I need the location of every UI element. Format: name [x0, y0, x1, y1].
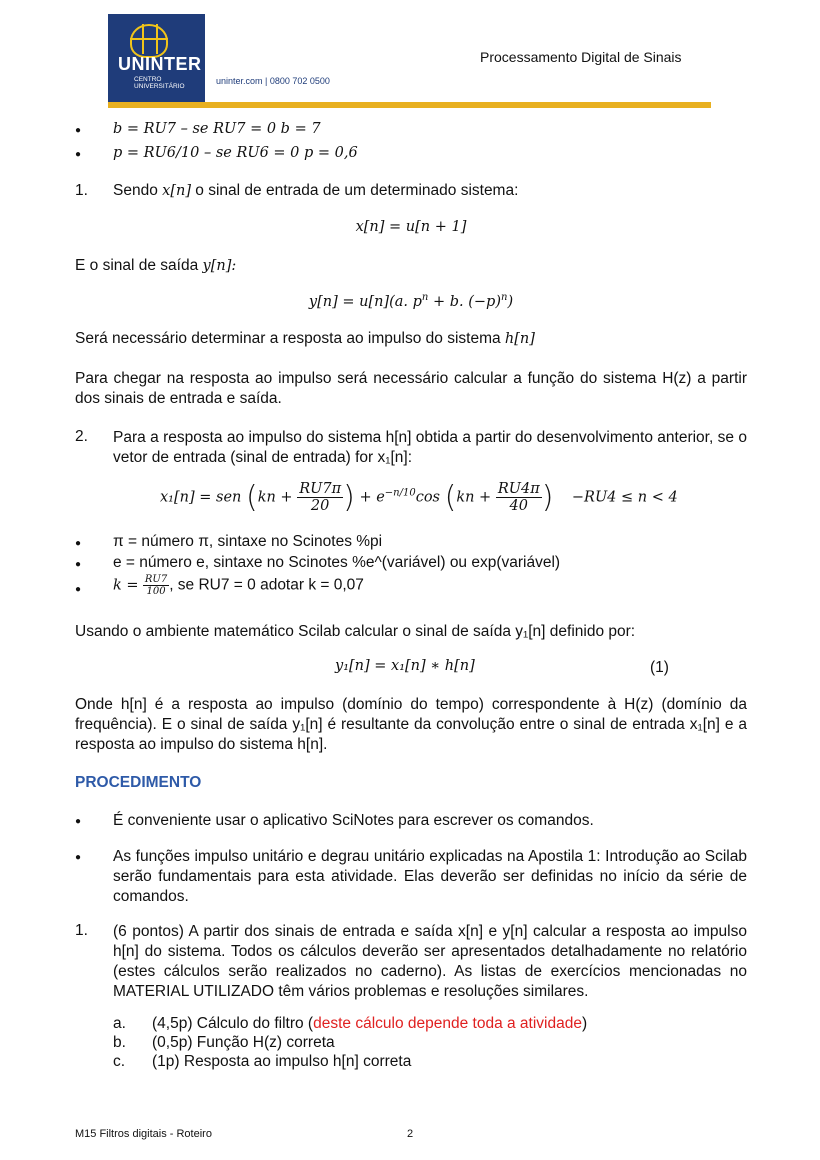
- q2-number: 2.: [75, 428, 88, 445]
- output-signal-text: E o sinal de saída y[n]:: [75, 257, 237, 274]
- where-text: Onde h[n] é a resposta ao impulso (domínio do tempo) correspondente à H(z) (domínio da frequência). E o sinal de saída y₁[n] é resultante da convolução entre o sinal de entrada x₁[n] e a resposta ao impulso do sistema h[n].: [75, 696, 747, 753]
- sub-c-text: (1p) Resposta ao impulso h[n] correta: [152, 1053, 412, 1070]
- page-number: 2: [407, 1128, 414, 1140]
- def-b: b = RU7 – se RU7 = 0 b = 7: [113, 121, 321, 137]
- q2-text: Para a resposta ao impulso do sistema h[n] obtida a partir do desenvolvimento anterior, se o vetor de entrada (sinal de entrada) for x₁[n]:: [113, 429, 747, 466]
- proc-bullet-2: As funções impulso unitário e degrau unitário explicadas na Apostila 1: Introdução ao Scilab serão fundamentais para esta atividade. Elas deverão ser definidas no início da série de comandos.: [113, 848, 747, 905]
- contact-info: uninter.com | 0800 702 0500: [216, 76, 330, 86]
- sub-b-label: b.: [113, 1034, 126, 1051]
- q1-number: 1.: [75, 182, 88, 199]
- eq-y1: y₁[n] = x₁[n] ∗ h[n]: [335, 658, 475, 674]
- q1-text: Sendo x[n] o sinal de entrada de um determinado sistema:: [113, 182, 519, 199]
- header-title: Processamento Digital de Sinais: [480, 49, 682, 65]
- reach-text: Para chegar na resposta ao impulso será necessário calcular a função do sistema H(z) a partir dos sinais de entrada e saída.: [75, 370, 747, 407]
- sub-b-text: (0,5p) Função H(z) correta: [152, 1034, 335, 1051]
- sub-a-text: (4,5p) Cálculo do filtro (deste cálculo depende toda a atividade): [152, 1015, 588, 1032]
- sub-a-label: a.: [113, 1015, 126, 1032]
- eq-y: y[n] = u[n](a. $p^n + b$. $(-p)^n$): [308, 292, 514, 310]
- bullet-pi: π = número π, sintaxe no Scinotes %pi: [113, 533, 383, 550]
- procedure-heading: PROCEDIMENTO: [75, 774, 202, 791]
- header-divider: [108, 102, 711, 108]
- bullet-icon: ●: [75, 149, 82, 160]
- logo-subtitle: CENTRO UNIVERSITÁRIO: [134, 76, 185, 90]
- def-p: p = RU6/10 – se RU6 = 0 p = 0,6: [113, 145, 358, 161]
- proc-item-text: (6 pontos) A partir dos sinais de entrada e saída x[n] e y[n] calcular a resposta ao impulso h[n] do sistema. Todos os cálculos deverão ser apresentados detalhadamente no relatório (estes cálculos serão realizados no caderno). As listas de exercícios mencionadas no MATERIAL UTILIZADO têm vários problemas e resoluções similares.: [113, 923, 747, 1000]
- eq-number: (1): [650, 659, 669, 676]
- bullet-icon: ●: [75, 852, 82, 863]
- proc-bullet-1: É conveniente usar o aplicativo SciNotes para escrever os comandos.: [113, 812, 594, 829]
- sub-c-label: c.: [113, 1053, 126, 1070]
- bullet-e: e = número e, sintaxe no Scinotes %e^(variável) ou exp(variável): [113, 554, 561, 571]
- bullet-icon: ●: [75, 538, 82, 549]
- scilab-intro: Usando o ambiente matemático Scilab calcular o sinal de saída y₁[n] definido por:: [75, 623, 636, 640]
- bullet-icon: ●: [75, 125, 82, 136]
- bullet-icon: ●: [75, 584, 82, 595]
- bullet-icon: ●: [75, 559, 82, 570]
- bullet-k: k = $\frac{RU7}{100}$ , se RU7 = 0 adotar k = 0,07: [113, 574, 364, 597]
- bullet-icon: ●: [75, 816, 82, 827]
- proc-item-number: 1.: [75, 922, 88, 939]
- logo-name: UNINTER: [118, 54, 202, 74]
- uninter-logo: [108, 14, 205, 104]
- eq-x: x[n] = u[n + 1]: [355, 219, 467, 235]
- footer-left: M15 Filtros digitais - Roteiro: [75, 1128, 212, 1140]
- impulse-need-text: Será necessário determinar a resposta ao impulso do sistema h[n]: [75, 330, 535, 347]
- eq-x1: x₁[n] = sen (kn + $\frac{RU7\pi}{20}$ ) + $e^{-n/10}\cos$ (kn + $\frac{RU4\pi}{40}$ ) −RU4 ≤ n < 4: [160, 480, 678, 515]
- globe-icon: [130, 24, 168, 58]
